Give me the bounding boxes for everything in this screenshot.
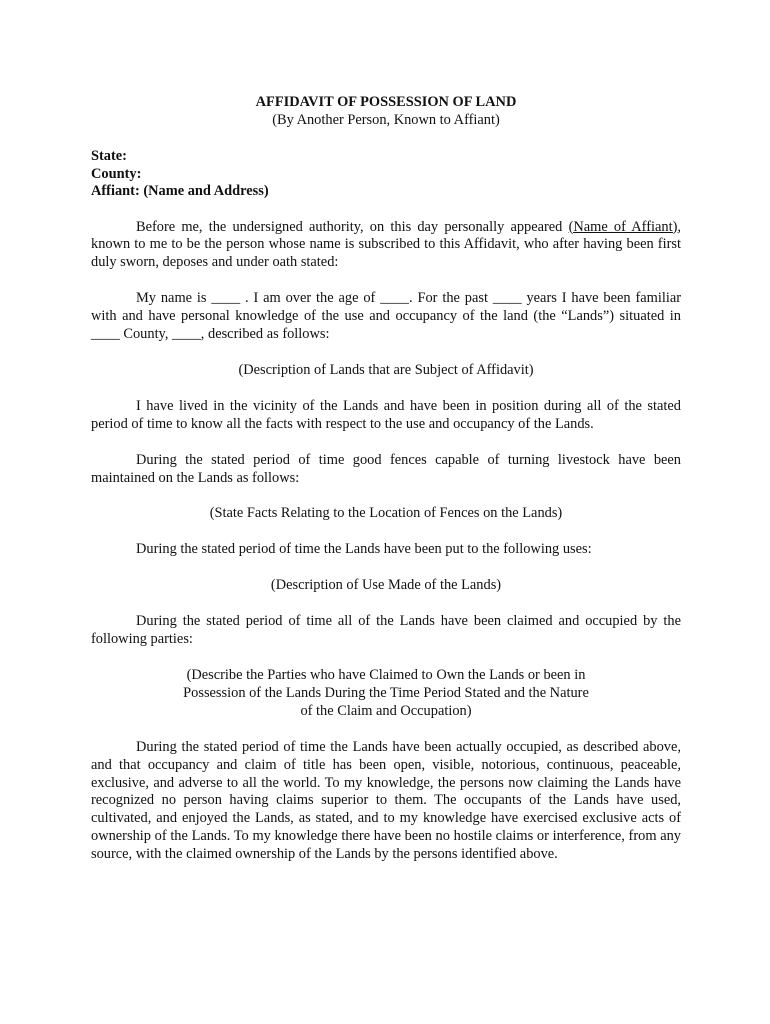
paragraph-vicinity: I have lived in the vicinity of the Lands and have been in position during all of the stated period of time to know all the facts with respect to the use and occupancy of the Lands. bbox=[91, 397, 681, 432]
paragraph-appearance-before: Before me, the undersigned authority, on this day personally appeared bbox=[136, 218, 569, 235]
paragraph-familiarity: My name is ____ . I am over the age of ____. For the past ____ years I have been familiar with and have personal knowledge of the use and occupancy of the land (the “Lands”) situated in ____ County, ____, described as follows: bbox=[91, 290, 681, 343]
title-block bbox=[91, 93, 681, 129]
placeholder-parties-line-2: Possession of the Lands During the Time Period Stated and the Nature bbox=[183, 684, 589, 701]
paragraph-uses: During the stated period of time the Lands have been put to the following uses: bbox=[136, 541, 592, 558]
affiant-field-label: Affiant: (Name and Address) bbox=[91, 183, 269, 199]
document-title: AFFIDAVIT OF POSSESSION OF LAND bbox=[255, 94, 517, 110]
placeholder-parties-description bbox=[91, 667, 681, 721]
paragraph-appearance-after: , known to me to be the person whose name is subscribed to this Affidavit, who after having been first duly sworn, deposes and under oath stated: bbox=[91, 218, 681, 271]
header-fields bbox=[91, 148, 681, 201]
paragraph-fences: During the stated period of time good fences capable of turning livestock have been maintained on the Lands as follows: bbox=[91, 451, 681, 486]
document-page bbox=[91, 93, 681, 882]
placeholder-fences-facts: (State Facts Relating to the Location of Fences on the Lands) bbox=[209, 505, 563, 522]
placeholder-lands-description: (Description of Lands that are Subject of Affidavit) bbox=[238, 361, 534, 378]
placeholder-uses-description: (Description of Use Made of the Lands) bbox=[270, 577, 502, 594]
paragraph-claimed-parties: During the stated period of time all of the Lands have been claimed and occupied by the following parties: bbox=[91, 613, 681, 648]
placeholder-parties-line-1: (Describe the Parties who have Claimed to Own the Lands or been in bbox=[186, 667, 586, 683]
document-subtitle: (By Another Person, Known to Affiant) bbox=[272, 112, 500, 128]
affiant-name-placeholder: (Name of Affiant) bbox=[568, 218, 678, 235]
placeholder-parties-line-3: of the Claim and Occupation) bbox=[300, 702, 472, 719]
county-field-label: County: bbox=[91, 165, 142, 182]
paragraph-occupancy: During the stated period of time the Lands have been actually occupied, as described above, and that occupancy and claim of title has been open, visible, notorious, continuous, peaceable, exclusive, and adverse to all the world. To my knowledge, the persons now claiming the Lands have recognized no person having claims superior to them. The occupants of the Lands have used, cultivated, and enjoyed the Lands, as stated, and to my knowledge have exercised exclusive acts of ownership of the Lands. To my knowledge there have been no hostile claims or interference, from any source, with the claimed ownership of the Lands by the persons identified above. bbox=[91, 738, 681, 863]
paragraph-appearance bbox=[91, 219, 681, 273]
state-field-label: State: bbox=[91, 148, 127, 164]
